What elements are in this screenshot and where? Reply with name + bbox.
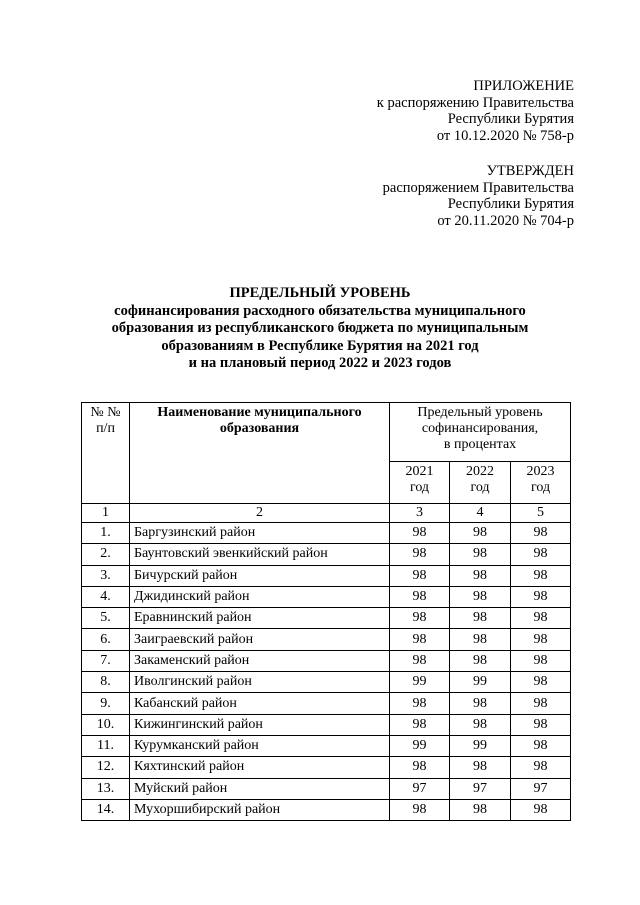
header-number: № № п/п xyxy=(82,403,130,504)
value-2022: 98 xyxy=(450,714,511,735)
header-name: Наименование муниципального образования xyxy=(130,403,390,504)
table-row xyxy=(82,799,571,820)
header-level: Предельный уровень софинансирования, в процентах xyxy=(390,403,571,462)
approved-date: от 20.11.2020 № 704-р xyxy=(437,212,574,229)
row-number: 9. xyxy=(82,693,130,714)
municipality-name: Баргузинский район xyxy=(130,523,390,544)
municipality-name: Кабанский район xyxy=(130,693,390,714)
value-2022: 98 xyxy=(450,544,511,565)
municipality-name: Муйский район xyxy=(130,778,390,799)
table-row xyxy=(82,565,571,586)
heading-title: ПРЕДЕЛЬНЫЙ УРОВЕНЬ xyxy=(229,285,411,301)
table-row xyxy=(82,714,571,735)
appendix-line: к распоряжению Правительства xyxy=(376,94,574,111)
column-numbers-row xyxy=(82,504,571,523)
value-2023: 98 xyxy=(511,544,571,565)
value-2023: 98 xyxy=(511,714,571,735)
column-number: 2 xyxy=(130,504,390,523)
value-2021: 98 xyxy=(390,544,450,565)
value-2022: 98 xyxy=(450,757,511,778)
row-number: 12. xyxy=(82,757,130,778)
heading-line: и на плановый период 2022 и 2023 годов xyxy=(188,355,452,371)
value-2022: 99 xyxy=(450,672,511,693)
value-2022: 99 xyxy=(450,735,511,756)
value-2023: 98 xyxy=(511,650,571,671)
table-row xyxy=(82,650,571,671)
value-2022: 98 xyxy=(450,693,511,714)
appendix-title: ПРИЛОЖЕНИЕ xyxy=(473,78,574,94)
value-2022: 98 xyxy=(450,608,511,629)
municipality-name: Еравнинский район xyxy=(130,608,390,629)
value-2023: 98 xyxy=(511,672,571,693)
value-2021: 99 xyxy=(390,672,450,693)
value-2023: 98 xyxy=(511,565,571,586)
value-2022: 98 xyxy=(450,523,511,544)
value-2023: 98 xyxy=(511,693,571,714)
municipality-name: Закаменский район xyxy=(130,650,390,671)
value-2022: 98 xyxy=(450,586,511,607)
value-2021: 98 xyxy=(390,693,450,714)
table-row xyxy=(82,608,571,629)
row-number: 7. xyxy=(82,650,130,671)
value-2021: 98 xyxy=(390,757,450,778)
row-number: 3. xyxy=(82,565,130,586)
row-number: 10. xyxy=(82,714,130,735)
municipality-name: Кяхтинский район xyxy=(130,757,390,778)
approved-block xyxy=(383,163,574,229)
header-year-2021: 2021 год xyxy=(390,462,450,504)
value-2023: 97 xyxy=(511,778,571,799)
value-2023: 98 xyxy=(511,735,571,756)
header-year-2022: 2022 год xyxy=(450,462,511,504)
value-2023: 98 xyxy=(511,757,571,778)
municipality-name: Джидинский район xyxy=(130,586,390,607)
value-2021: 98 xyxy=(390,714,450,735)
table-row xyxy=(82,523,571,544)
value-2023: 98 xyxy=(511,523,571,544)
document-heading xyxy=(60,285,580,373)
approved-title: УТВЕРЖДЕН xyxy=(486,163,574,179)
table-body xyxy=(82,523,571,821)
approved-line: распоряжением Правительства xyxy=(382,179,574,196)
row-number: 11. xyxy=(82,735,130,756)
value-2022: 97 xyxy=(450,778,511,799)
heading-line: софинансирования расходного обязательства муниципального xyxy=(114,302,526,319)
row-number: 2. xyxy=(82,544,130,565)
value-2021: 98 xyxy=(390,565,450,586)
municipality-name: Баунтовский эвенкийский район xyxy=(130,544,390,565)
row-number: 14. xyxy=(82,799,130,820)
row-number: 4. xyxy=(82,586,130,607)
municipality-name: Иволгинский район xyxy=(130,672,390,693)
table-row xyxy=(82,586,571,607)
municipality-name: Мухоршибирский район xyxy=(130,799,390,820)
table-row xyxy=(82,544,571,565)
value-2022: 98 xyxy=(450,799,511,820)
value-2021: 98 xyxy=(390,523,450,544)
value-2021: 98 xyxy=(390,650,450,671)
table-row xyxy=(82,735,571,756)
column-number: 1 xyxy=(82,504,130,523)
column-number: 4 xyxy=(450,504,511,523)
municipality-name: Курумканский район xyxy=(130,735,390,756)
value-2021: 98 xyxy=(390,586,450,607)
value-2023: 98 xyxy=(511,586,571,607)
approved-line: Республики Бурятия xyxy=(447,196,574,212)
table-row xyxy=(82,778,571,799)
municipality-name: Кижингинский район xyxy=(130,714,390,735)
heading-line: образованиям в Республике Бурятия на 2021 год xyxy=(161,337,479,354)
value-2021: 98 xyxy=(390,799,450,820)
header-year-2023: 2023 год xyxy=(511,462,571,504)
value-2022: 98 xyxy=(450,650,511,671)
row-number: 8. xyxy=(82,672,130,693)
table-row xyxy=(82,629,571,650)
municipality-name: Бичурский район xyxy=(130,565,390,586)
column-number: 5 xyxy=(511,504,571,523)
table-row xyxy=(82,757,571,778)
column-number: 3 xyxy=(390,504,450,523)
row-number: 13. xyxy=(82,778,130,799)
value-2021: 98 xyxy=(390,608,450,629)
municipality-name: Заиграевский район xyxy=(130,629,390,650)
value-2023: 98 xyxy=(511,629,571,650)
value-2021: 97 xyxy=(390,778,450,799)
row-number: 5. xyxy=(82,608,130,629)
value-2021: 98 xyxy=(390,629,450,650)
row-number: 6. xyxy=(82,629,130,650)
value-2023: 98 xyxy=(511,608,571,629)
appendix-date: от 10.12.2020 № 758-р xyxy=(436,127,574,144)
value-2023: 98 xyxy=(511,799,571,820)
row-number: 1. xyxy=(82,523,130,544)
value-2021: 99 xyxy=(390,735,450,756)
table-row xyxy=(82,693,571,714)
appendix-line: Республики Бурятия xyxy=(447,111,574,127)
value-2022: 98 xyxy=(450,629,511,650)
appendix-block xyxy=(377,78,574,144)
cofinancing-table xyxy=(81,402,571,821)
value-2022: 98 xyxy=(450,565,511,586)
table-row xyxy=(82,672,571,693)
heading-line: образования из республиканского бюджета по муниципальным xyxy=(111,320,529,336)
